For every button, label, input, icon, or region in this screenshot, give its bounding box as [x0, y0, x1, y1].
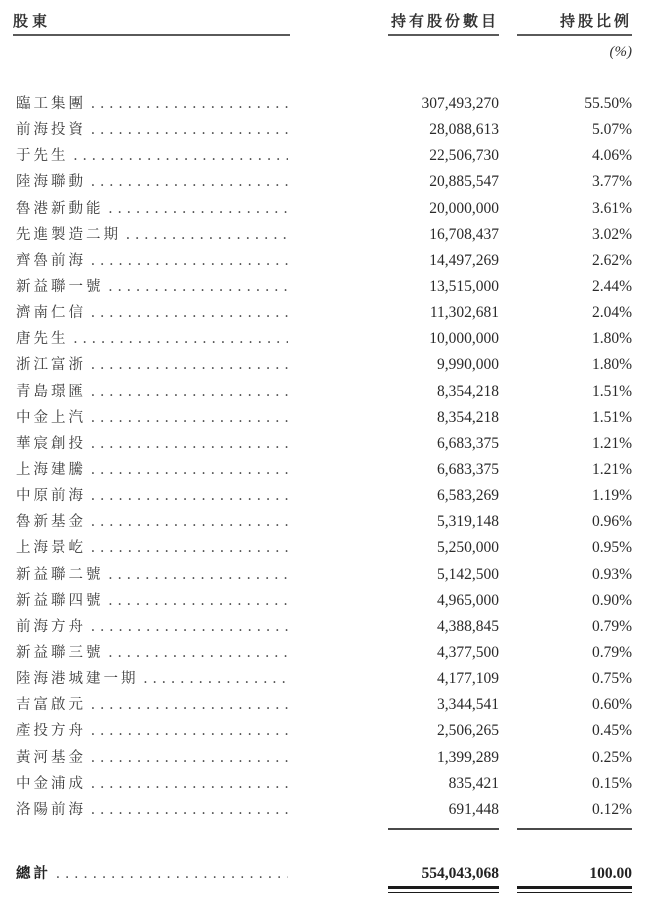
- shareholding-pct: 3.02%: [591, 225, 632, 243]
- shareholding-pct: 2.04%: [591, 304, 632, 322]
- shareholding-pct: 0.90%: [591, 591, 632, 609]
- table-row: [0, 248, 660, 274]
- shareholder-name: 中金上汽 . . .: [16, 405, 288, 431]
- table-row: [0, 222, 660, 248]
- table-row: [0, 274, 660, 300]
- table-row: [0, 405, 660, 431]
- table-row: [0, 666, 660, 692]
- shareholder-name: 陸海港城建一期 . . .: [16, 666, 288, 692]
- shareholder-rows: [0, 91, 660, 823]
- shares-held: 1,399,289: [437, 748, 499, 766]
- shareholding-pct: 0.79%: [591, 617, 632, 635]
- shareholding-pct: 0.79%: [591, 643, 632, 661]
- shareholding-pct: 0.96%: [591, 513, 632, 531]
- table-row: [0, 352, 660, 378]
- shares-held: 3,344,541: [437, 696, 499, 714]
- table-row: [0, 771, 660, 797]
- shareholder-name: 齊魯前海 . . .: [16, 248, 288, 274]
- shares-held: 11,302,681: [429, 304, 499, 322]
- shares-held: 4,177,109: [437, 670, 499, 688]
- shares-held: 16,708,437: [429, 225, 499, 243]
- shares-held: 6,683,375: [437, 434, 499, 452]
- table-row: [0, 509, 660, 535]
- shareholding-pct: 2.62%: [591, 251, 632, 269]
- shares-held: 22,506,730: [429, 147, 499, 165]
- table-row: [0, 379, 660, 405]
- shareholding-pct: 0.45%: [591, 722, 632, 740]
- shareholder-name: 吉富啟元 . . .: [16, 692, 288, 718]
- pct-unit-label: (%): [609, 44, 632, 60]
- shares-held: 5,142,500: [437, 565, 499, 583]
- shareholding-pct: 0.60%: [591, 696, 632, 714]
- shareholder-name: 于先生 . . .: [16, 143, 288, 169]
- shareholder-name: 上海建騰 . . .: [16, 457, 288, 483]
- table-row: [0, 692, 660, 718]
- header-shareholder: 股東: [13, 8, 290, 36]
- total-label: 總計 . . .: [16, 861, 288, 887]
- shareholder-name: 產投方舟 . . .: [16, 718, 288, 744]
- shareholding-pct: 0.15%: [591, 774, 632, 792]
- shareholder-name: 黃河基金 . . .: [16, 745, 288, 771]
- shares-held: 28,088,613: [429, 121, 499, 139]
- shareholding-pct: 1.21%: [591, 434, 632, 452]
- shareholding-pct: 3.61%: [591, 199, 632, 217]
- shares-held: 4,965,000: [437, 591, 499, 609]
- shares-held: 835,421: [448, 774, 499, 792]
- table-row: [0, 797, 660, 823]
- subtotal-rule-pct: [517, 828, 632, 830]
- shares-held: 20,885,547: [429, 173, 499, 191]
- shareholding-pct: 55.50%: [584, 95, 632, 112]
- shares-held: 20,000,000: [429, 199, 499, 217]
- shareholder-name: 中原前海 . . .: [16, 483, 288, 509]
- shares-held: 4,377,500: [437, 643, 499, 661]
- shareholder-name: 魯新基金 . . .: [16, 509, 288, 535]
- shareholder-name: 浙江富浙 . . .: [16, 352, 288, 378]
- table-row: [0, 91, 660, 117]
- table-row: [0, 169, 660, 195]
- total-double-rule-shares: [388, 886, 499, 893]
- shareholder-name: 前海投資 . . .: [16, 117, 288, 143]
- shares-held: 9,990,000: [437, 356, 499, 374]
- shareholding-pct: 2.44%: [591, 277, 632, 295]
- table-row: [0, 143, 660, 169]
- shares-held: 13,515,000: [429, 277, 499, 295]
- subtotal-rule-shares: [388, 828, 499, 830]
- shares-held: 6,583,269: [437, 487, 499, 505]
- shareholding-pct: 1.80%: [591, 356, 632, 374]
- shareholding-pct: 4.06%: [591, 147, 632, 165]
- shareholder-name: 青島璟匯 . . .: [16, 379, 288, 405]
- shareholder-name: 新益聯四號 . . .: [16, 588, 288, 614]
- total-double-rule-pct: [517, 886, 632, 893]
- table-row: [0, 718, 660, 744]
- table-row: [0, 117, 660, 143]
- shareholder-name: 上海景屹 . . .: [16, 535, 288, 561]
- shareholding-pct: 1.19%: [591, 487, 632, 505]
- shareholding-pct: 0.12%: [591, 800, 632, 818]
- shares-held: 4,388,845: [437, 617, 499, 635]
- shareholder-name: 魯港新動能 . . .: [16, 196, 288, 222]
- shareholder-name: 陸海聯動 . . .: [16, 169, 288, 195]
- table-row: [0, 483, 660, 509]
- table-row: [0, 535, 660, 561]
- shareholding-pct: 1.80%: [591, 330, 632, 348]
- table-row: [0, 457, 660, 483]
- shares-held: 8,354,218: [437, 408, 499, 426]
- total-pct: 100.00: [589, 865, 632, 882]
- shareholder-name: 濟南仁信 . . .: [16, 300, 288, 326]
- shares-held: 5,250,000: [437, 539, 499, 557]
- shareholding-pct: 0.75%: [591, 670, 632, 688]
- shares-held: 6,683,375: [437, 460, 499, 478]
- total-shares: 554,043,068: [421, 865, 499, 882]
- header-shares-held: 持有股份數目: [388, 8, 499, 36]
- shareholder-name: 唐先生 . . .: [16, 326, 288, 352]
- table-row: [0, 196, 660, 222]
- shareholding-pct: 5.07%: [591, 121, 632, 139]
- table-row: [0, 300, 660, 326]
- header-shareholding-pct: 持股比例: [517, 8, 632, 36]
- shareholding-pct: 3.77%: [591, 173, 632, 191]
- shareholder-name: 前海方舟 . . .: [16, 614, 288, 640]
- shareholding-pct: 1.21%: [591, 460, 632, 478]
- table-row: [0, 326, 660, 352]
- table-row: [0, 431, 660, 457]
- table-row: [0, 640, 660, 666]
- shareholder-name: 洛陽前海 . . .: [16, 797, 288, 823]
- table-row: [0, 562, 660, 588]
- shareholder-name: 臨工集團 . . .: [16, 91, 288, 117]
- shares-held: 307,493,270: [421, 95, 499, 112]
- table-row: [0, 588, 660, 614]
- shares-held: 2,506,265: [437, 722, 499, 740]
- shares-held: 14,497,269: [429, 251, 499, 269]
- shareholder-name: 中金浦成 . . .: [16, 771, 288, 797]
- shareholding-pct: 0.93%: [591, 565, 632, 583]
- total-row: [0, 861, 660, 887]
- shares-held: 10,000,000: [429, 330, 499, 348]
- shares-held: 8,354,218: [437, 382, 499, 400]
- shareholding-pct: 1.51%: [591, 382, 632, 400]
- shareholder-name: 先進製造二期 . . .: [16, 222, 288, 248]
- table-row: [0, 614, 660, 640]
- shareholding-pct: 0.95%: [591, 539, 632, 557]
- shareholder-name: 新益聯二號 . . .: [16, 562, 288, 588]
- shareholding-pct: 1.51%: [591, 408, 632, 426]
- table-row: [0, 745, 660, 771]
- shares-held: 5,319,148: [437, 513, 499, 531]
- shareholder-name: 新益聯一號 . . .: [16, 274, 288, 300]
- shareholder-name: 華宸創投 . . .: [16, 431, 288, 457]
- shares-held: 691,448: [448, 800, 499, 818]
- shareholder-name: 新益聯三號 . . .: [16, 640, 288, 666]
- shareholding-pct: 0.25%: [591, 748, 632, 766]
